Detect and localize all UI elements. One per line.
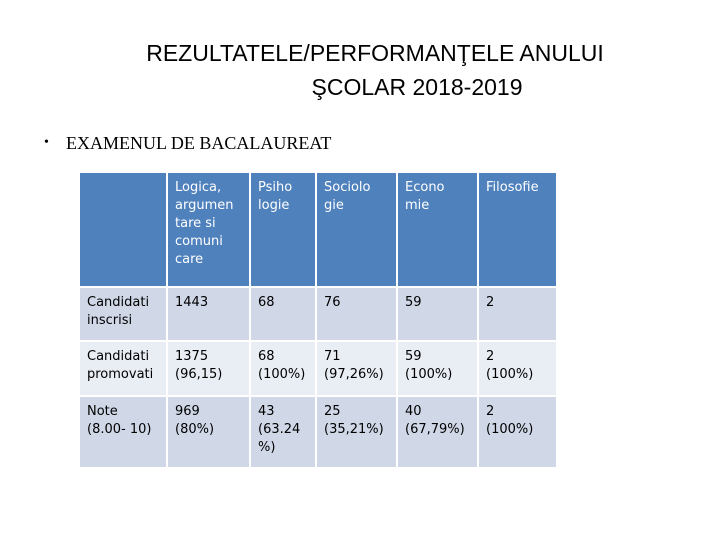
header-cell-psihologie: Psiho logie bbox=[250, 172, 316, 287]
table-cell: 43 (63.24 %) bbox=[250, 396, 316, 468]
slide-title-line-1: REZULTATELE/PERFORMANŢELE ANULUI bbox=[146, 40, 604, 66]
slide-title bbox=[0, 36, 720, 104]
table-cell: 68 (100%) bbox=[250, 341, 316, 396]
header-cell-empty bbox=[79, 172, 167, 287]
table-row bbox=[79, 341, 557, 396]
row-label: Note (8.00- 10) bbox=[79, 396, 167, 468]
table-header-row bbox=[79, 172, 557, 287]
results-table bbox=[78, 171, 558, 469]
bullet-item bbox=[44, 131, 331, 155]
table-row bbox=[79, 287, 557, 341]
table-cell: 2 (100%) bbox=[478, 396, 557, 468]
table-cell: 1375 (96,15) bbox=[167, 341, 250, 396]
slide-title-line-2: ŞCOLAR 2018-2019 bbox=[311, 74, 523, 100]
table-cell: 76 bbox=[316, 287, 397, 341]
bullet-text: EXAMENUL DE BACALAUREAT bbox=[66, 133, 332, 153]
header-cell-sociologie: Sociolo gie bbox=[316, 172, 397, 287]
table-cell: 68 bbox=[250, 287, 316, 341]
header-cell-economie: Econo mie bbox=[397, 172, 478, 287]
table-cell: 71 (97,26%) bbox=[316, 341, 397, 396]
header-cell-logica: Logica, argumen tare si comuni care bbox=[167, 172, 250, 287]
table-row bbox=[79, 396, 557, 468]
table-cell: 25 (35,21%) bbox=[316, 396, 397, 468]
table-cell: 969 (80%) bbox=[167, 396, 250, 468]
row-label: Candidati promovati bbox=[79, 341, 167, 396]
table-cell: 59 bbox=[397, 287, 478, 341]
table-cell: 2 bbox=[478, 287, 557, 341]
row-label: Candidati inscrisi bbox=[79, 287, 167, 341]
table-cell: 2 (100%) bbox=[478, 341, 557, 396]
table-cell: 1443 bbox=[167, 287, 250, 341]
bullet-dot-icon: • bbox=[44, 135, 49, 150]
table-cell: 40 (67,79%) bbox=[397, 396, 478, 468]
table-cell: 59 (100%) bbox=[397, 341, 478, 396]
header-cell-filosofie: Filosofie bbox=[478, 172, 557, 287]
